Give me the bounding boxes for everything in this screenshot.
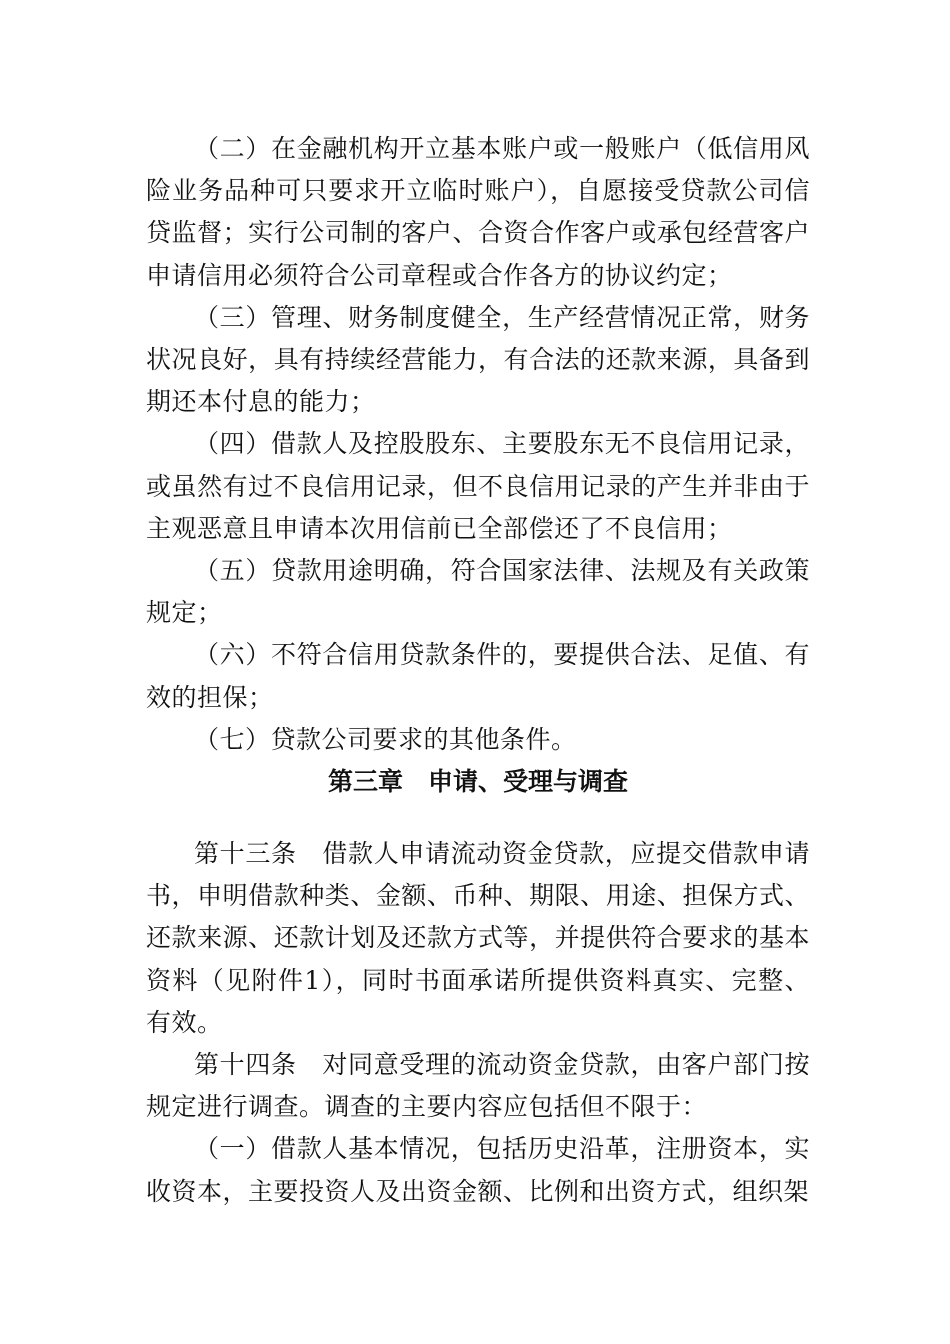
article-clause-7: （七）贷款公司要求的其他条件。	[194, 724, 577, 754]
article-13: 第十三条 借款人申请流动资金贷款，应提交借款申请书，申明借款种类、金额、币种、期限、用途、担保方式、还款来源、还款计划及还款方式等，并提供符合要求的基本资料（见附件1），同时书面承诺所提供资料真实、完整、有效。	[146, 839, 810, 1037]
article-clause-5: （五）贷款用途明确，符合国家法律、法规及有关政策规定；	[146, 556, 810, 628]
article-clause-6: （六）不符合信用贷款条件的，要提供合法、足值、有效的担保；	[146, 640, 810, 712]
article-clause-3: （三）管理、财务制度健全，生产经营情况正常，财务状况良好，具有持续经营能力，有合法的还款来源，具备到期还本付息的能力；	[146, 302, 810, 417]
article-clause-2: （二）在金融机构开立基本账户或一般账户（低信用风险业务品种可只要求开立临时账户），自愿接受贷款公司信贷监督；实行公司制的客户、合资合作客户或承包经营客户申请信用必须符合公司章程或合作各方的协议约定；	[146, 134, 810, 290]
chapter-title: 第三章 申请、受理与调查	[327, 767, 628, 797]
document-page	[146, 128, 810, 1213]
article-14: 第十四条 对同意受理的流动资金贷款，由客户部门按规定进行调查。调查的主要内容应包括但不限于：	[146, 1050, 810, 1122]
article-14-clause-1: （一）借款人基本情况，包括历史沿革，注册资本，实收资本，主要投资人及出资金额、比例和出资方式，组织架	[146, 1134, 810, 1206]
article-clause-4: （四）借款人及控股股东、主要股东无不良信用记录，或虽然有过不良信用记录，但不良信用记录的产生并非由于主观恶意且申请本次用信前已全部偿还了不良信用；	[146, 429, 810, 543]
